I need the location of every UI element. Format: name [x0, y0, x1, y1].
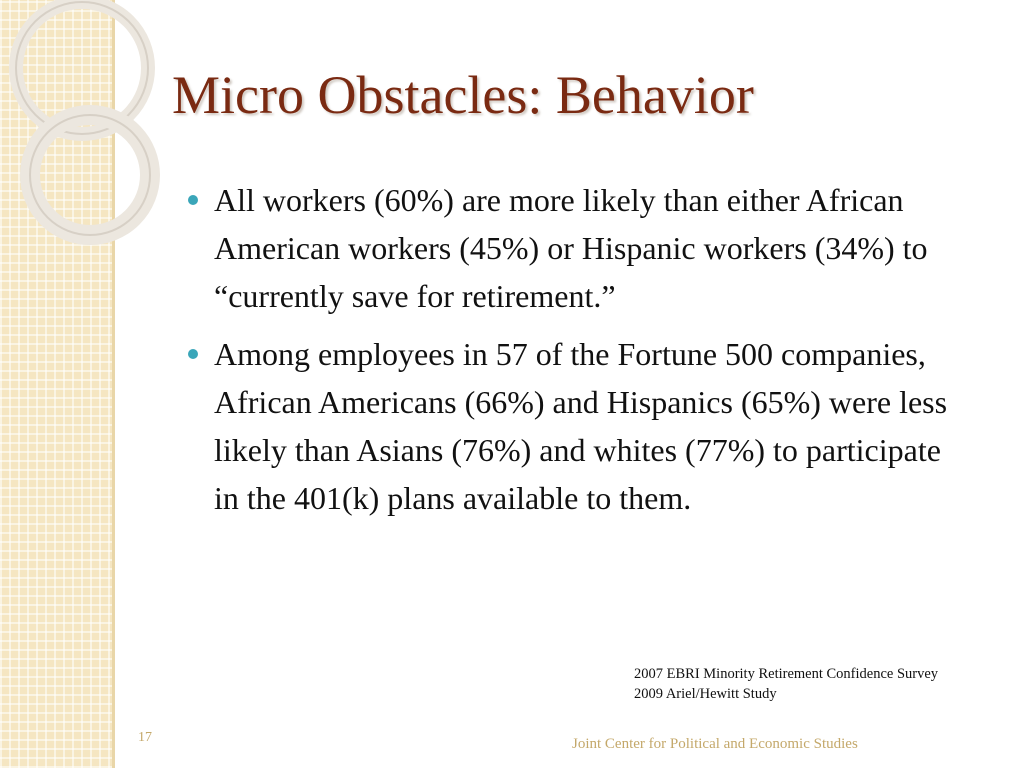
bullet-item	[188, 176, 968, 320]
source-line: 2007 EBRI Minority Retirement Confidence Survey	[634, 666, 939, 682]
footer-text: Joint Center for Political and Economic Studies	[572, 736, 858, 752]
page-number: 17	[138, 730, 152, 745]
bullet-list	[188, 176, 968, 532]
bullet-text: Among employees in 57 of the Fortune 500 companies, African Americans (66%) and Hispanics (65%) were less likely than Asians (76%) and whites (77%) to participate in the 401(k) plans available to them.	[214, 336, 948, 516]
source-citations	[634, 664, 938, 704]
bullet-item	[188, 330, 968, 522]
slide-title: Micro Obstacles: Behavior	[172, 65, 754, 125]
decorative-rings	[0, 0, 200, 260]
source-line: 2009 Ariel/Hewitt Study	[634, 686, 777, 702]
bullet-text: All workers (60%) are more likely than either African American workers (45%) or Hispanic workers (34%) to “currently save for retirement.”	[214, 182, 928, 314]
bullet-dot-icon	[188, 349, 198, 359]
bullet-dot-icon	[188, 195, 198, 205]
